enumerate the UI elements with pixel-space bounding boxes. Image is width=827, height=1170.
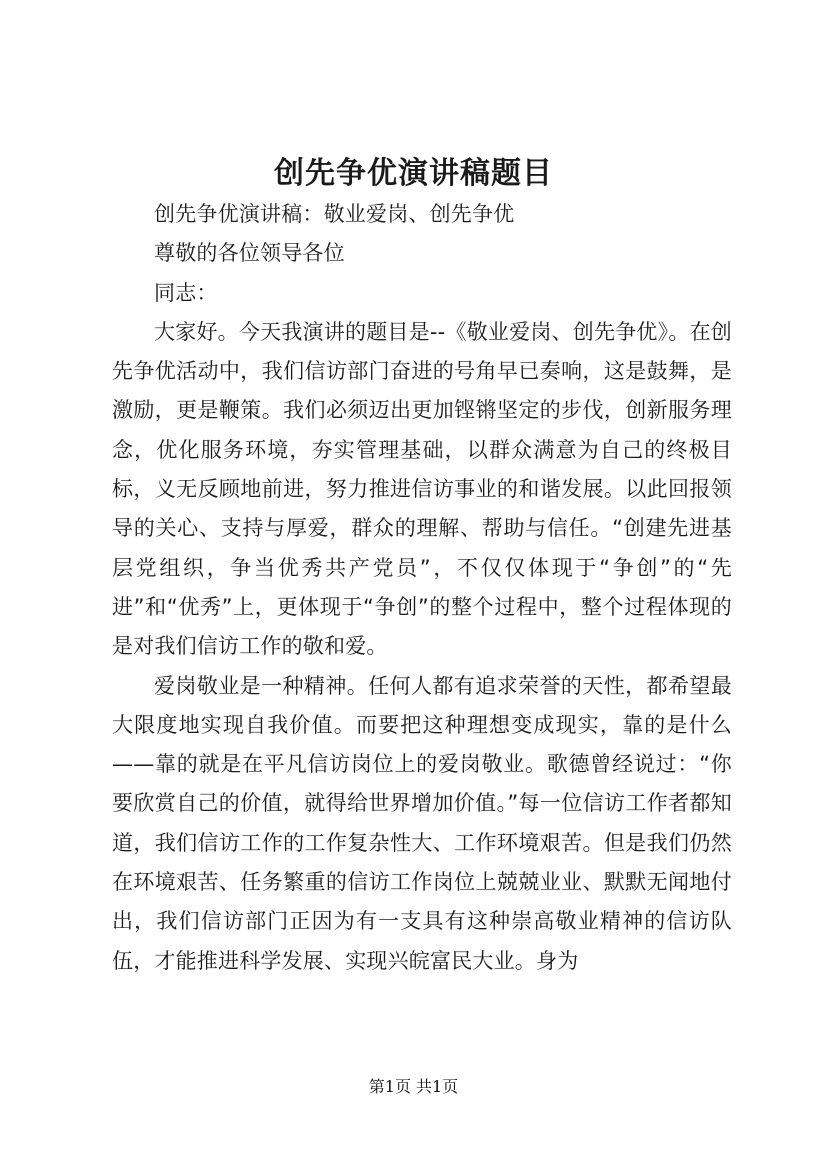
paragraph-salutation-cont: 同志： bbox=[154, 280, 218, 305]
document-body bbox=[112, 195, 732, 981]
paragraph-subtitle: 创先争优演讲稿：敬业爱岗、创先争优 bbox=[154, 202, 515, 226]
paragraph-dedication: 爱岗敬业是一种精神。任何人都有追求荣誉的天性，都希望最大限度地实现自我价值。而要把这种理想变成现实，靠的是什么——靠的就是在平凡信访岗位上的爱岗敬业。歌德曾经说过：“你要欣赏自己的价值，就得给世界增加价值。”每一位信访工作者都知道，我们信访工作的工作复杂性大、工作环境艰苦。但是我们仍然在环境艰苦、任务繁重的信访工作岗位上兢兢业业、默默无闻地付出，我们信访部门正因为有一支具有这种崇高敬业精神的信访队伍，才能推进科学发展、实现兴皖富民大业。身为 bbox=[112, 673, 732, 973]
page-footer: 第1页 共1页 bbox=[368, 1077, 459, 1096]
document-title: 创先争优演讲稿题目 bbox=[274, 156, 553, 191]
paragraph-intro: 大家好。今天我演讲的题目是--《敬业爱岗、创先争优》。在创先争优活动中，我们信访部门奋进的号角早已奏响，这是鼓舞，是激励，更是鞭策。我们必须迈出更加铿锵坚定的步伐，创新服务理念，优化服务环境，夯实管理基础，以群众满意为自己的终极目标，义无反顾地前进，努力推进信访事业的和谐发展。以此回报领导的关心、支持与厚爱，群众的理解、帮助与信任。“创建先进基层党组织，争当优秀共产党员”，不仅仅体现于“争创”的“先进”和“优秀”上，更体现于“争创”的整个过程中，整个过程体现的是对我们信访工作的敬和爱。 bbox=[112, 319, 732, 659]
paragraph-salutation: 尊敬的各位领导各位 bbox=[154, 241, 345, 266]
